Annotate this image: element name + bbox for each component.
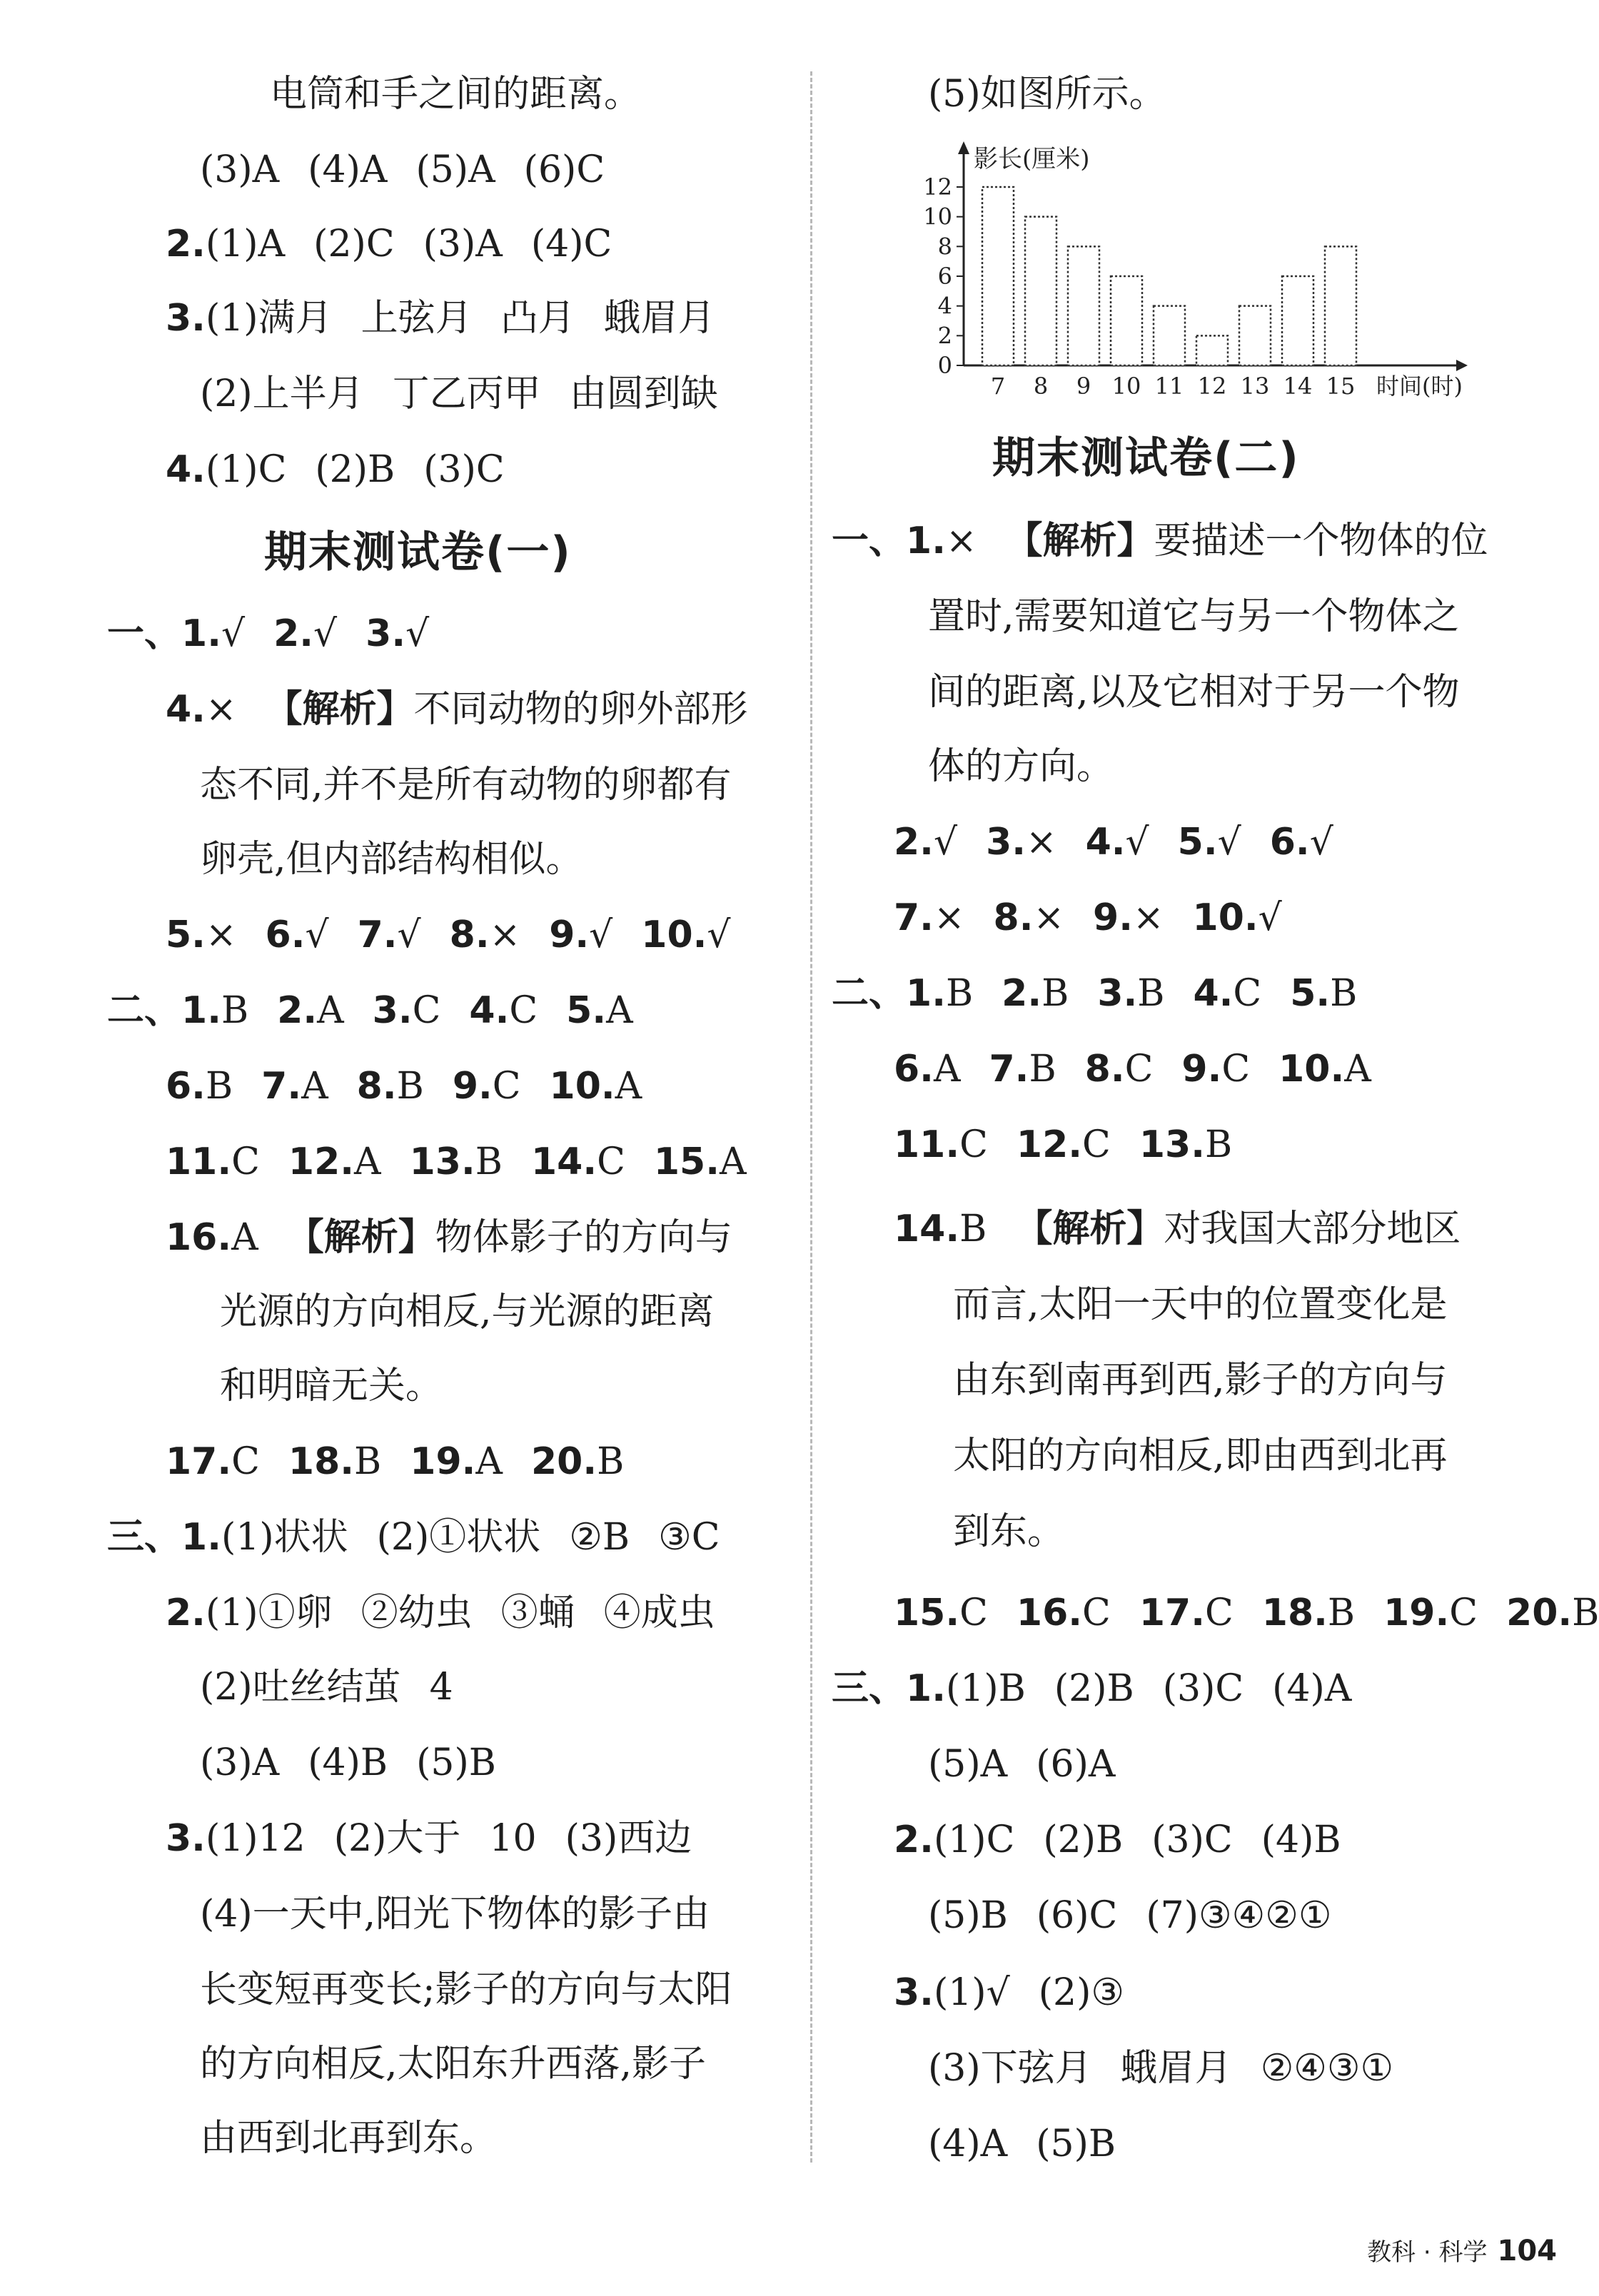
- bar: [1111, 276, 1142, 365]
- y-tick-label: 12: [923, 173, 952, 201]
- question-3-answers: 3.(1)满月 上弦月 凸月 蛾眉月: [166, 297, 715, 340]
- section-title-exam-2: 期末测试卷(二): [992, 433, 1300, 483]
- part-2-row: 6.B 7.A 8.B 9.C 10.A: [166, 1065, 642, 1108]
- bar: [982, 187, 1014, 365]
- part-1-row: 7.× 8.× 9.× 10.√: [894, 896, 1282, 939]
- footer-subject: 教科 · 科学: [1367, 2238, 1488, 2267]
- part-1-q4: 4.× 【解析】不同动物的卵外部形: [166, 688, 748, 731]
- page-number: 104: [1497, 2235, 1557, 2267]
- part-3-q1: 三、1.(1)B (2)B (3)C (4)A: [832, 1667, 1352, 1710]
- part-3-q1-line2: (5)A (6)A: [928, 1743, 1116, 1786]
- question-2-answers: 2.(1)A (2)C (3)A (4)C: [166, 223, 612, 265]
- explanation-line: 置时,需要知道它与另一个物体之: [928, 595, 1460, 638]
- part-3-q2-line3: (3)A (4)B (5)B: [200, 1741, 496, 1784]
- part-2-row: 17.C 18.B 19.A 20.B: [166, 1440, 625, 1483]
- explanation-line: 太阳的方向相反,即由西到北再: [953, 1435, 1448, 1477]
- bar: [1325, 246, 1356, 365]
- page-footer: [1367, 2232, 1557, 2267]
- explanation-line: 而言,太阳一天中的位置变化是: [953, 1283, 1448, 1326]
- answer-continuation: 电筒和手之间的距离。: [270, 73, 642, 116]
- part-2-row: 11.C 12.A 13.B 14.C 15.A: [166, 1141, 747, 1183]
- explanation-line: (4)一天中,阳光下物体的影子由: [200, 1893, 710, 1936]
- part-2-row: 11.C 12.C 13.B: [894, 1123, 1233, 1166]
- explanation-line: 的方向相反,太阳东升西落,影子: [200, 2043, 707, 2085]
- part-2-q14: 14.B 【解析】对我国大部分地区: [894, 1208, 1461, 1250]
- part-3-q2: 2.(1)①卵 ②幼虫 ③蛹 ④成虫: [166, 1592, 715, 1634]
- explanation-line: 到东。: [953, 1510, 1065, 1553]
- y-tick-label: 10: [923, 203, 952, 231]
- x-tick-label: 8: [1033, 373, 1049, 400]
- bar: [1239, 306, 1271, 365]
- explanation-line: 卵壳,但内部结构相似。: [200, 838, 583, 881]
- question-3-answers-line2: (2)上半月 丁乙丙甲 由圆到缺: [200, 373, 718, 415]
- y-tick-label: 4: [937, 292, 952, 320]
- explanation-line: 体的方向。: [928, 745, 1114, 788]
- y-axis-arrow: [958, 141, 969, 154]
- part-1-row: 2.√ 3.× 4.√ 5.√ 6.√: [894, 821, 1333, 864]
- x-tick-label: 13: [1240, 373, 1270, 400]
- part-2-row: 二、1.B 2.B 3.B 4.C 5.B: [832, 972, 1358, 1015]
- explanation-line: 光源的方向相反,与光源的距离: [220, 1290, 715, 1333]
- y-axis-label: 影长(厘米): [974, 145, 1090, 173]
- part-2-row: 6.A 7.B 8.C 9.C 10.A: [894, 1048, 1371, 1091]
- part-2-q16: 16.A 【解析】物体影子的方向与: [166, 1216, 732, 1259]
- x-tick-label: 14: [1283, 373, 1313, 400]
- part-3-q3-line2: (3)下弦月 蛾眉月 ②④③①: [928, 2047, 1394, 2090]
- x-tick-label: 10: [1111, 373, 1141, 400]
- part-3-q2-line2: (5)B (6)C (7)③④②①: [928, 1894, 1332, 1937]
- explanation-line: 间的距离,以及它相对于另一个物: [928, 671, 1460, 714]
- part-2-row: 15.C 16.C 17.C 18.B 19.C 20.B: [894, 1592, 1599, 1634]
- part-3-q2-line2: (2)吐丝结茧 4: [200, 1666, 453, 1709]
- y-tick-label: 6: [937, 263, 952, 290]
- bar: [1025, 217, 1056, 365]
- explanation-line: 由西到北再到东。: [200, 2117, 498, 2160]
- part-3-q3-line3: (4)A (5)B: [928, 2123, 1116, 2165]
- x-tick-label: 12: [1197, 373, 1227, 400]
- y-tick-label: 8: [937, 233, 952, 261]
- part-1-row: 一、1.√ 2.√ 3.√: [107, 612, 430, 655]
- bar: [1196, 335, 1228, 365]
- explanation-line: 长变短再变长;影子的方向与太阳: [200, 1968, 732, 2011]
- bar: [1282, 276, 1313, 365]
- answer-row: (3)A (4)A (5)A (6)C: [200, 148, 605, 191]
- explanation-line: 态不同,并不是所有动物的卵都有: [200, 764, 732, 806]
- part-2-row: 二、1.B 2.A 3.C 4.C 5.A: [107, 989, 633, 1032]
- chart-intro: (5)如图所示。: [928, 73, 1166, 116]
- part-1-q1: 一、1.× 【解析】要描述一个物体的位: [832, 520, 1488, 562]
- bar: [1068, 246, 1099, 365]
- x-tick-label: 15: [1326, 373, 1356, 400]
- column-divider: [810, 71, 812, 2163]
- explanation-line: 和明暗无关。: [220, 1365, 443, 1407]
- explanation-line: 由东到南再到西,影子的方向与: [953, 1359, 1448, 1402]
- y-tick-label: 2: [937, 322, 952, 350]
- part-3-q1: 三、1.(1)状状 (2)①状状 ②B ③C: [107, 1516, 720, 1559]
- shadow-length-chart: [907, 136, 1506, 414]
- bar: [1154, 306, 1185, 365]
- y-tick-label: 0: [937, 352, 952, 379]
- x-axis-arrow: [1456, 360, 1468, 371]
- section-title-exam-1: 期末测试卷(一): [264, 527, 572, 577]
- x-tick-label: 9: [1076, 373, 1091, 400]
- x-tick-label: 7: [990, 373, 1006, 400]
- part-3-q3: 3.(1)√ (2)③: [894, 1971, 1125, 2014]
- part-3-q2: 2.(1)C (2)B (3)C (4)B: [894, 1819, 1341, 1861]
- part-3-q3: 3.(1)12 (2)大于 10 (3)西边: [166, 1817, 692, 1860]
- part-1-row: 5.× 6.√ 7.√ 8.× 9.√ 10.√: [166, 914, 731, 956]
- x-tick-label: 11: [1154, 373, 1184, 400]
- x-axis-label: 时间(时): [1376, 373, 1463, 400]
- question-4-answers: 4.(1)C (2)B (3)C: [166, 448, 505, 491]
